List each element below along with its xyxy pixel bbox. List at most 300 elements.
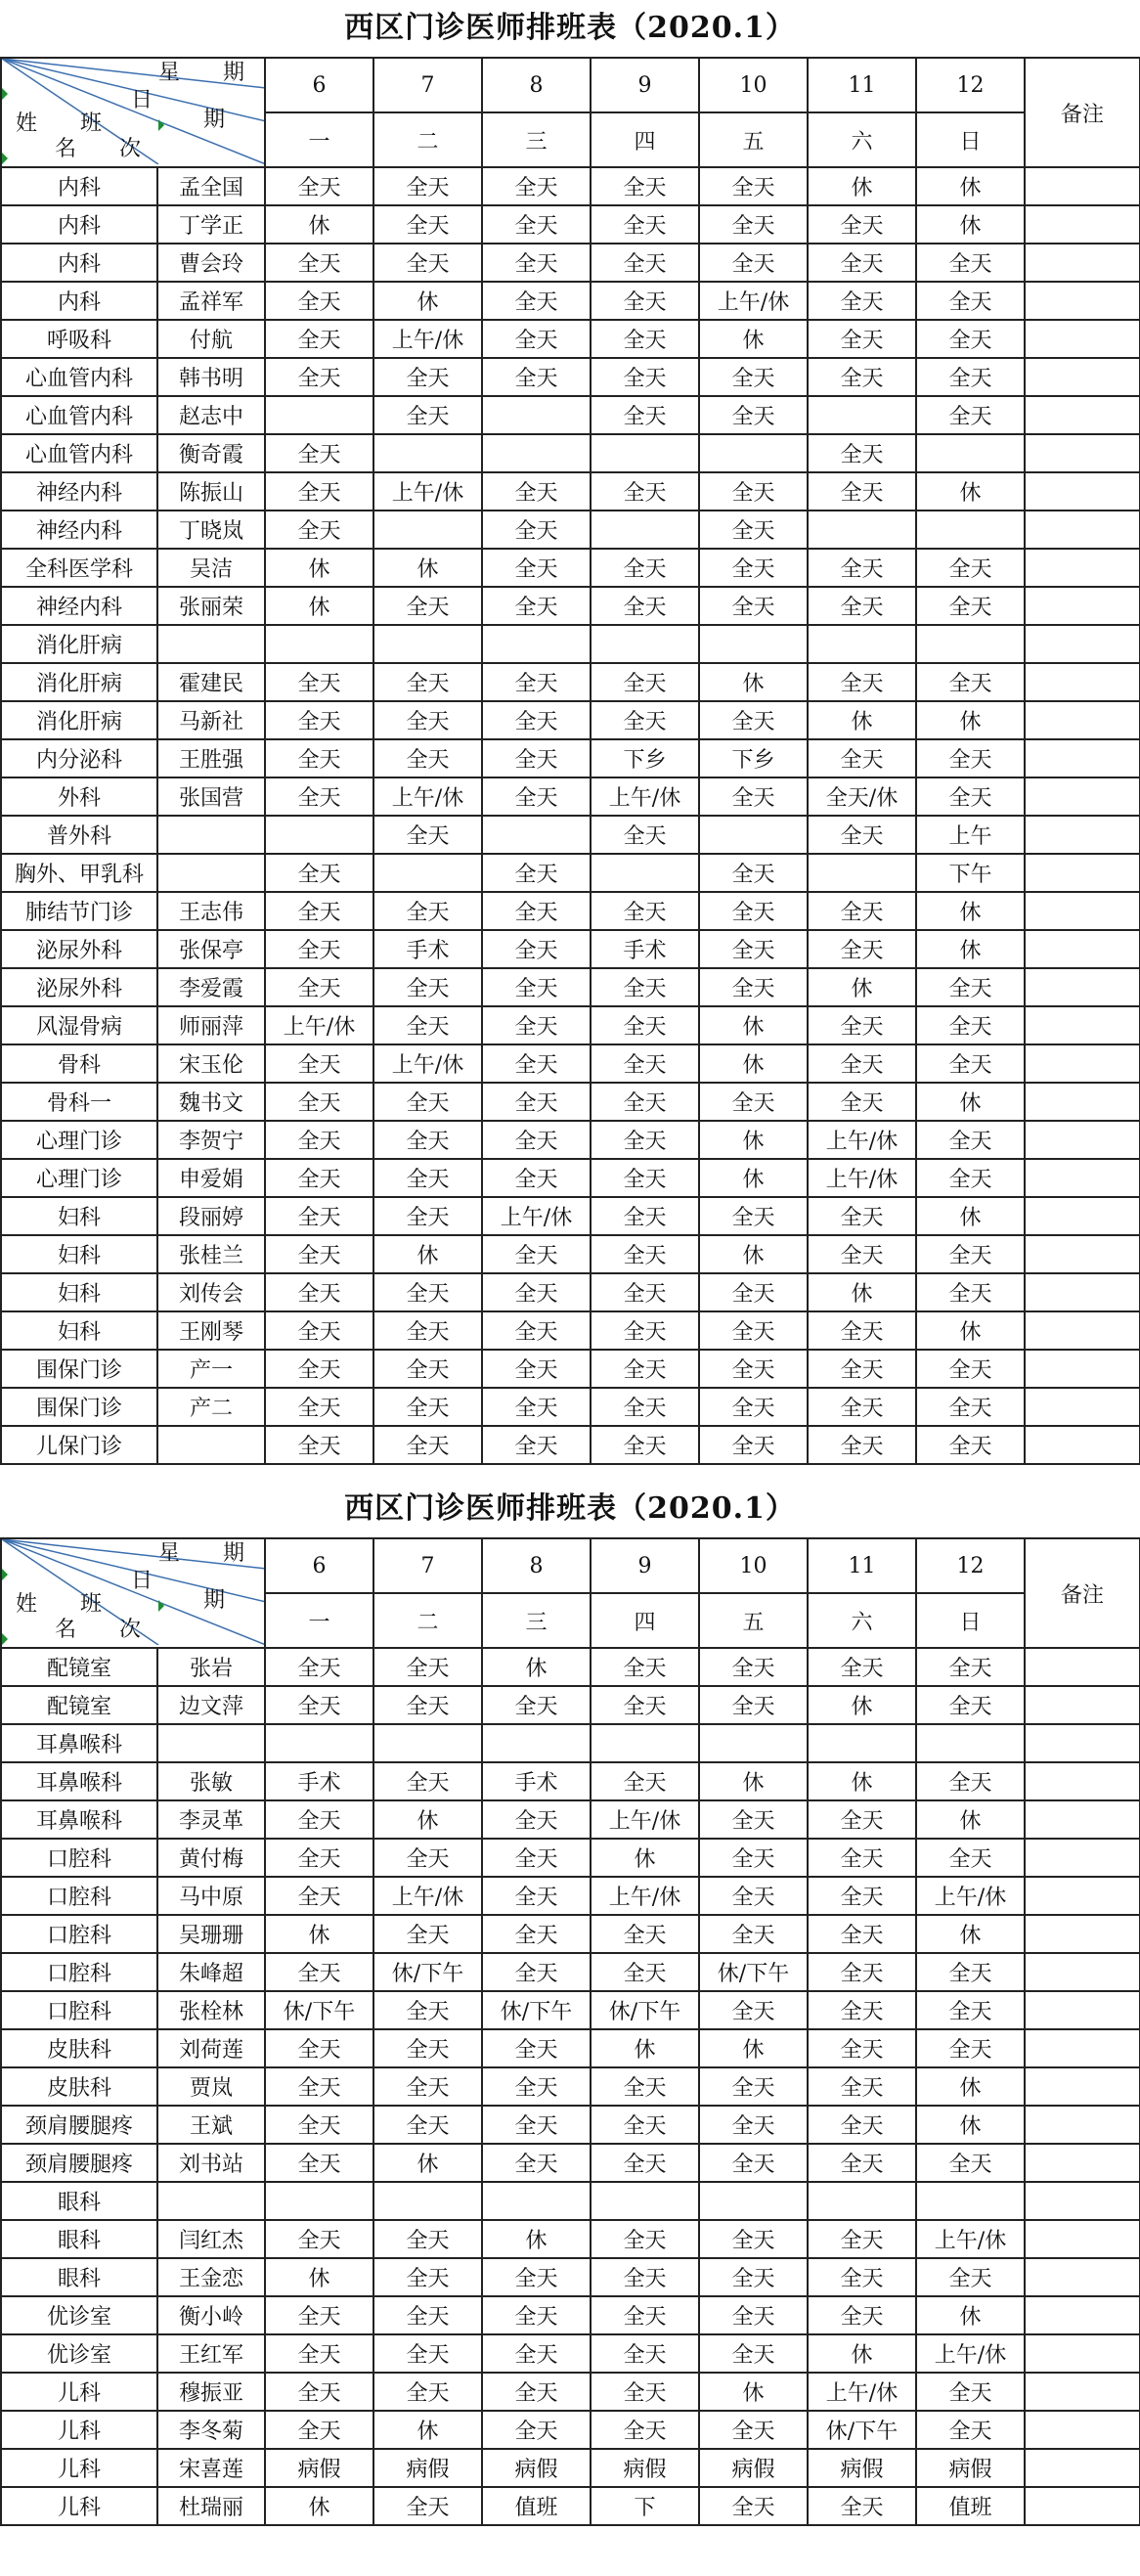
- shift-cell: 全天: [591, 1762, 699, 1800]
- shift-cell: 全天: [373, 1006, 482, 1044]
- department-cell: 心理门诊: [1, 1159, 157, 1197]
- shift-cell: 休: [916, 1311, 1025, 1350]
- table-row: [1, 1724, 1140, 1762]
- cell-marker-icon: [2, 1633, 8, 1645]
- shift-cell: 全天: [916, 1953, 1025, 1991]
- table-row: [1, 1273, 1140, 1311]
- shift-cell: 休: [808, 1762, 916, 1800]
- shift-cell: 全天: [808, 816, 916, 854]
- shift-cell: 全天: [482, 2411, 591, 2449]
- table-row: [1, 434, 1140, 472]
- department-cell: 耳鼻喉科: [1, 1724, 157, 1762]
- doctor-name-cell: 张岩: [157, 1648, 265, 1686]
- shift-cell: 全天: [265, 2373, 373, 2411]
- shift-cell: 休: [916, 2067, 1025, 2106]
- shift-cell: 全天: [591, 1686, 699, 1724]
- schedule-table: [0, 1537, 1140, 2526]
- shift-cell: 全天: [482, 1686, 591, 1724]
- shift-cell: [699, 1724, 808, 1762]
- shift-cell: 休: [265, 587, 373, 625]
- doctor-name-cell: 朱峰超: [157, 1953, 265, 1991]
- doctor-name-cell: 申爱娟: [157, 1159, 265, 1197]
- shift-cell: [808, 2182, 916, 2220]
- department-cell: 内科: [1, 205, 157, 244]
- shift-cell: 休: [265, 205, 373, 244]
- shift-cell: 全天: [916, 2258, 1025, 2296]
- shift-cell: 全天: [482, 1426, 591, 1464]
- shift-cell: 全天: [699, 1426, 808, 1464]
- shift-cell: 全天: [808, 282, 916, 320]
- shift-cell: 全天: [265, 1648, 373, 1686]
- remark-cell: [1025, 2411, 1140, 2449]
- shift-cell: 全天: [265, 1083, 373, 1121]
- doctor-name-cell: 李灵革: [157, 1800, 265, 1839]
- shift-cell: 全天: [916, 282, 1025, 320]
- remark-cell: [1025, 244, 1140, 282]
- shift-cell: 下: [591, 2487, 699, 2525]
- shift-cell: 全天: [591, 701, 699, 739]
- date-header: 9: [591, 1538, 699, 1593]
- doctor-name-cell: 段丽婷: [157, 1197, 265, 1235]
- department-cell: 儿科: [1, 2449, 157, 2487]
- remark-cell: [1025, 739, 1140, 777]
- doctor-name-cell: 李爱霞: [157, 968, 265, 1006]
- doctor-name-cell: [157, 854, 265, 892]
- weekday-header: 六: [808, 112, 916, 167]
- shift-cell: 全天: [591, 2258, 699, 2296]
- shift-cell: 全天: [482, 511, 591, 549]
- shift-cell: 全天: [265, 1800, 373, 1839]
- shift-cell: 全天: [373, 816, 482, 854]
- shift-cell: 值班: [482, 2487, 591, 2525]
- table-row: [1, 1388, 1140, 1426]
- shift-cell: 休: [265, 2487, 373, 2525]
- shift-cell: [482, 434, 591, 472]
- department-cell: 内科: [1, 167, 157, 205]
- department-cell: 消化肝病: [1, 701, 157, 739]
- remark-cell: [1025, 1426, 1140, 1464]
- shift-cell: [699, 625, 808, 663]
- doctor-name-cell: 衡奇霞: [157, 434, 265, 472]
- remark-cell: [1025, 2029, 1140, 2067]
- table-row: [1, 2487, 1140, 2525]
- shift-cell: 全天: [808, 358, 916, 396]
- shift-cell: 全天: [699, 2487, 808, 2525]
- shift-cell: 全天: [373, 1273, 482, 1311]
- remark-cell: [1025, 1121, 1140, 1159]
- shift-cell: 全天: [591, 663, 699, 701]
- shift-cell: [916, 434, 1025, 472]
- doctor-name-cell: 刘传会: [157, 1273, 265, 1311]
- remark-cell: [1025, 472, 1140, 511]
- table-row: [1, 1197, 1140, 1235]
- table-row: [1, 1839, 1140, 1877]
- remark-cell: [1025, 1991, 1140, 2029]
- shift-cell: [373, 2182, 482, 2220]
- doctor-name-cell: 王刚琴: [157, 1311, 265, 1350]
- shift-cell: [373, 854, 482, 892]
- remark-cell: [1025, 2296, 1140, 2334]
- shift-cell: 全天: [808, 1197, 916, 1235]
- doctor-name-cell: 杜瑞丽: [157, 2487, 265, 2525]
- shift-cell: 全天: [482, 2258, 591, 2296]
- doctor-name-cell: 付航: [157, 320, 265, 358]
- weekday-header: 五: [699, 112, 808, 167]
- shift-cell: 全天: [482, 663, 591, 701]
- shift-cell: 上午/休: [808, 2373, 916, 2411]
- shift-cell: 全天: [265, 1273, 373, 1311]
- shift-cell: 全天: [265, 2411, 373, 2449]
- shift-cell: 全天: [373, 2258, 482, 2296]
- department-cell: 妇科: [1, 1197, 157, 1235]
- doctor-name-cell: 丁晓岚: [157, 511, 265, 549]
- shift-cell: 全天: [916, 2144, 1025, 2182]
- doctor-name-cell: 马中原: [157, 1877, 265, 1915]
- table-row: [1, 320, 1140, 358]
- date-header: 7: [373, 1538, 482, 1593]
- remark-cell: [1025, 434, 1140, 472]
- shift-cell: 全天: [373, 892, 482, 930]
- corner-label-name-order: 名 次: [55, 1618, 142, 1642]
- schedule-sheet-2: [0, 1481, 1140, 2526]
- shift-cell: 全天: [482, 2296, 591, 2334]
- shift-cell: [808, 511, 916, 549]
- shift-cell: 全天: [808, 2296, 916, 2334]
- shift-cell: 全天: [699, 2334, 808, 2373]
- shift-cell: [373, 511, 482, 549]
- shift-cell: 休: [373, 1800, 482, 1839]
- table-row: [1, 1686, 1140, 1724]
- department-cell: 内科: [1, 244, 157, 282]
- remark-cell: [1025, 1762, 1140, 1800]
- department-cell: 普外科: [1, 816, 157, 854]
- shift-cell: 全天: [265, 1350, 373, 1388]
- table-row: [1, 625, 1140, 663]
- shift-cell: 休: [699, 1235, 808, 1273]
- shift-cell: 全天: [482, 739, 591, 777]
- shift-cell: 全天: [265, 1426, 373, 1464]
- table-row: [1, 1953, 1140, 1991]
- shift-cell: 全天: [591, 1159, 699, 1197]
- remark-cell: [1025, 625, 1140, 663]
- shift-cell: [482, 1724, 591, 1762]
- shift-cell: 休: [916, 701, 1025, 739]
- doctor-name-cell: 孟祥军: [157, 282, 265, 320]
- remark-cell: [1025, 2334, 1140, 2373]
- weekday-header: 一: [265, 1593, 373, 1648]
- department-cell: 心理门诊: [1, 1121, 157, 1159]
- weekday-header: 五: [699, 1593, 808, 1648]
- table-row: [1, 1991, 1140, 2029]
- table-row: [1, 1762, 1140, 1800]
- table-row: [1, 282, 1140, 320]
- date-header: 10: [699, 1538, 808, 1593]
- shift-cell: 全天: [808, 587, 916, 625]
- shift-cell: 全天: [265, 1686, 373, 1724]
- date-header: 12: [916, 58, 1025, 112]
- shift-cell: 全天: [265, 2144, 373, 2182]
- shift-cell: 全天: [482, 1121, 591, 1159]
- weekday-header: 四: [591, 112, 699, 167]
- shift-cell: 休: [916, 892, 1025, 930]
- table-row: [1, 1159, 1140, 1197]
- remark-cell: [1025, 1724, 1140, 1762]
- shift-cell: 全天: [591, 2411, 699, 2449]
- shift-cell: 全天: [808, 2067, 916, 2106]
- department-cell: 内科: [1, 282, 157, 320]
- remark-cell: [1025, 205, 1140, 244]
- shift-cell: 休: [591, 2029, 699, 2067]
- shift-cell: 休: [808, 968, 916, 1006]
- remark-cell: [1025, 358, 1140, 396]
- remark-cell: [1025, 1159, 1140, 1197]
- shift-cell: 全天: [482, 2067, 591, 2106]
- remark-cell: [1025, 2487, 1140, 2525]
- remark-cell: [1025, 1915, 1140, 1953]
- shift-cell: 全天: [808, 1044, 916, 1083]
- shift-cell: 上午: [916, 816, 1025, 854]
- header-row-dates: [1, 1538, 1140, 1593]
- table-row: [1, 2258, 1140, 2296]
- shift-cell: 全天: [482, 358, 591, 396]
- doctor-name-cell: 宋喜莲: [157, 2449, 265, 2487]
- shift-cell: 上午/休: [591, 777, 699, 816]
- shift-cell: [265, 625, 373, 663]
- shift-cell: 全天: [916, 968, 1025, 1006]
- doctor-name-cell: 张国营: [157, 777, 265, 816]
- table-row: [1, 854, 1140, 892]
- table-row: [1, 549, 1140, 587]
- department-cell: 呼吸科: [1, 320, 157, 358]
- shift-cell: 全天: [591, 892, 699, 930]
- shift-cell: 全天: [916, 777, 1025, 816]
- shift-cell: 上午/休: [373, 777, 482, 816]
- table-row: [1, 1350, 1140, 1388]
- table-row: [1, 1915, 1140, 1953]
- shift-cell: 病假: [699, 2449, 808, 2487]
- shift-cell: [591, 625, 699, 663]
- remark-cell: [1025, 1839, 1140, 1877]
- shift-cell: 休: [916, 167, 1025, 205]
- shift-cell: 全天: [808, 1311, 916, 1350]
- shift-cell: 上午/休: [373, 472, 482, 511]
- corner-label-period: 期: [203, 108, 226, 132]
- shift-cell: 全天: [699, 1083, 808, 1121]
- department-cell: 眼科: [1, 2220, 157, 2258]
- department-cell: 围保门诊: [1, 1350, 157, 1388]
- shift-cell: 全天: [482, 1915, 591, 1953]
- shift-cell: 休: [373, 2144, 482, 2182]
- shift-cell: 全天: [591, 2373, 699, 2411]
- table-row: [1, 1121, 1140, 1159]
- shift-cell: 全天: [699, 511, 808, 549]
- shift-cell: 全天: [265, 1044, 373, 1083]
- shift-cell: 全天: [591, 587, 699, 625]
- shift-cell: 休: [916, 1915, 1025, 1953]
- shift-cell: 全天: [482, 701, 591, 739]
- department-cell: 内分泌科: [1, 739, 157, 777]
- shift-cell: 全天: [808, 1800, 916, 1839]
- shift-cell: 全天: [482, 205, 591, 244]
- remark-cell: [1025, 320, 1140, 358]
- shift-cell: 全天: [265, 167, 373, 205]
- shift-cell: [916, 625, 1025, 663]
- shift-cell: 手术: [265, 1762, 373, 1800]
- remark-cell: [1025, 777, 1140, 816]
- table-row: [1, 816, 1140, 854]
- doctor-name-cell: 刘荷莲: [157, 2029, 265, 2067]
- remark-cell: [1025, 2106, 1140, 2144]
- remark-cell: [1025, 1044, 1140, 1083]
- table-row: [1, 1800, 1140, 1839]
- shift-cell: 全天: [373, 1762, 482, 1800]
- shift-cell: 上午/休: [373, 320, 482, 358]
- shift-cell: 全天: [482, 2373, 591, 2411]
- shift-cell: 全天: [916, 1686, 1025, 1724]
- shift-cell: 全天: [916, 587, 1025, 625]
- department-cell: 皮肤科: [1, 2029, 157, 2067]
- shift-cell: 上午/休: [265, 1006, 373, 1044]
- shift-cell: 全天: [699, 2067, 808, 2106]
- shift-cell: [591, 2182, 699, 2220]
- shift-cell: 全天: [482, 282, 591, 320]
- remark-cell: [1025, 2373, 1140, 2411]
- shift-cell: 全天: [916, 2411, 1025, 2449]
- doctor-name-cell: 贾岚: [157, 2067, 265, 2106]
- remark-cell: [1025, 2449, 1140, 2487]
- doctor-name-cell: 马新社: [157, 701, 265, 739]
- shift-cell: 全天: [591, 2220, 699, 2258]
- shift-cell: 全天: [808, 1991, 916, 2029]
- table-row: [1, 2182, 1140, 2220]
- shift-cell: 全天: [265, 739, 373, 777]
- corner-label-period: 期: [203, 1588, 226, 1613]
- shift-cell: 全天: [808, 1235, 916, 1273]
- department-cell: 儿科: [1, 2487, 157, 2525]
- weekday-header: 日: [916, 112, 1025, 167]
- shift-cell: 全天: [373, 1686, 482, 1724]
- doctor-name-cell: 王志伟: [157, 892, 265, 930]
- shift-cell: 全天: [373, 1915, 482, 1953]
- shift-cell: 全天: [591, 472, 699, 511]
- shift-cell: 全天: [373, 2029, 482, 2067]
- shift-cell: 全天: [482, 1388, 591, 1426]
- shift-cell: [482, 396, 591, 434]
- table-row: [1, 358, 1140, 396]
- department-cell: 颈肩腰腿疼: [1, 2106, 157, 2144]
- remark-cell: [1025, 396, 1140, 434]
- shift-cell: 全天: [699, 587, 808, 625]
- shift-cell: 全天: [916, 1273, 1025, 1311]
- corner-label-weekday: 星 期: [158, 61, 245, 85]
- date-header: 6: [265, 1538, 373, 1593]
- shift-cell: 全天: [265, 2067, 373, 2106]
- shift-cell: 休: [699, 320, 808, 358]
- shift-cell: 全天: [482, 1953, 591, 1991]
- shift-cell: 全天: [808, 1426, 916, 1464]
- shift-cell: 全天: [808, 2106, 916, 2144]
- shift-cell: 休/下午: [699, 1953, 808, 1991]
- shift-cell: 休: [699, 1006, 808, 1044]
- shift-cell: 全天: [591, 320, 699, 358]
- shift-cell: 全天: [482, 1877, 591, 1915]
- shift-cell: 全天: [808, 892, 916, 930]
- shift-cell: 休/下午: [373, 1953, 482, 1991]
- shift-cell: 全天: [373, 1388, 482, 1426]
- shift-cell: 全天: [591, 1197, 699, 1235]
- department-cell: 优诊室: [1, 2334, 157, 2373]
- doctor-name-cell: 霍建民: [157, 663, 265, 701]
- corner-label-date: 日: [131, 88, 153, 112]
- shift-cell: 全天: [699, 167, 808, 205]
- shift-cell: 全天: [808, 244, 916, 282]
- remark-cell: [1025, 549, 1140, 587]
- shift-cell: 全天: [808, 930, 916, 968]
- shift-cell: 全天: [482, 1083, 591, 1121]
- shift-cell: 上午/休: [916, 2220, 1025, 2258]
- shift-cell: 休: [699, 1159, 808, 1197]
- shift-cell: 全天: [482, 1235, 591, 1273]
- shift-cell: 全天: [808, 1953, 916, 1991]
- shift-cell: 全天: [916, 358, 1025, 396]
- shift-cell: 休: [916, 930, 1025, 968]
- doctor-name-cell: 吴洁: [157, 549, 265, 587]
- shift-cell: 全天: [482, 1800, 591, 1839]
- shift-cell: [808, 396, 916, 434]
- table-row: [1, 472, 1140, 511]
- department-cell: 口腔科: [1, 1877, 157, 1915]
- shift-cell: 全天: [591, 1915, 699, 1953]
- shift-cell: 全天: [373, 1426, 482, 1464]
- table-row: [1, 244, 1140, 282]
- shift-cell: 全天: [265, 2296, 373, 2334]
- schedule-table: [0, 57, 1140, 1465]
- shift-cell: 全天: [373, 1648, 482, 1686]
- doctor-name-cell: 韩书明: [157, 358, 265, 396]
- shift-cell: 全天: [265, 930, 373, 968]
- shift-cell: 全天: [916, 2029, 1025, 2067]
- shift-cell: 全天: [373, 205, 482, 244]
- department-cell: 妇科: [1, 1311, 157, 1350]
- shift-cell: 全天: [265, 854, 373, 892]
- shift-cell: 全天: [591, 1044, 699, 1083]
- shift-cell: 全天: [699, 1991, 808, 2029]
- shift-cell: 全天: [373, 1159, 482, 1197]
- weekday-header: 六: [808, 1593, 916, 1648]
- shift-cell: 全天: [265, 701, 373, 739]
- shift-cell: 全天: [916, 1235, 1025, 1273]
- table-row: [1, 2144, 1140, 2182]
- remark-cell: [1025, 1273, 1140, 1311]
- shift-cell: [916, 1724, 1025, 1762]
- shift-cell: 全天: [373, 2106, 482, 2144]
- doctor-name-cell: 张保亭: [157, 930, 265, 968]
- shift-cell: 全天: [265, 1121, 373, 1159]
- shift-cell: 全天: [591, 167, 699, 205]
- department-cell: 口腔科: [1, 1839, 157, 1877]
- shift-cell: 全天: [482, 1044, 591, 1083]
- doctor-name-cell: 黄付梅: [157, 1839, 265, 1877]
- department-cell: 外科: [1, 777, 157, 816]
- shift-cell: 全天: [591, 2144, 699, 2182]
- department-cell: 神经内科: [1, 472, 157, 511]
- shift-cell: 全天: [808, 2029, 916, 2067]
- weekday-header: 日: [916, 1593, 1025, 1648]
- remark-cell: [1025, 2182, 1140, 2220]
- shift-cell: 全天: [265, 1197, 373, 1235]
- cell-marker-icon: [2, 88, 8, 100]
- shift-cell: [591, 1724, 699, 1762]
